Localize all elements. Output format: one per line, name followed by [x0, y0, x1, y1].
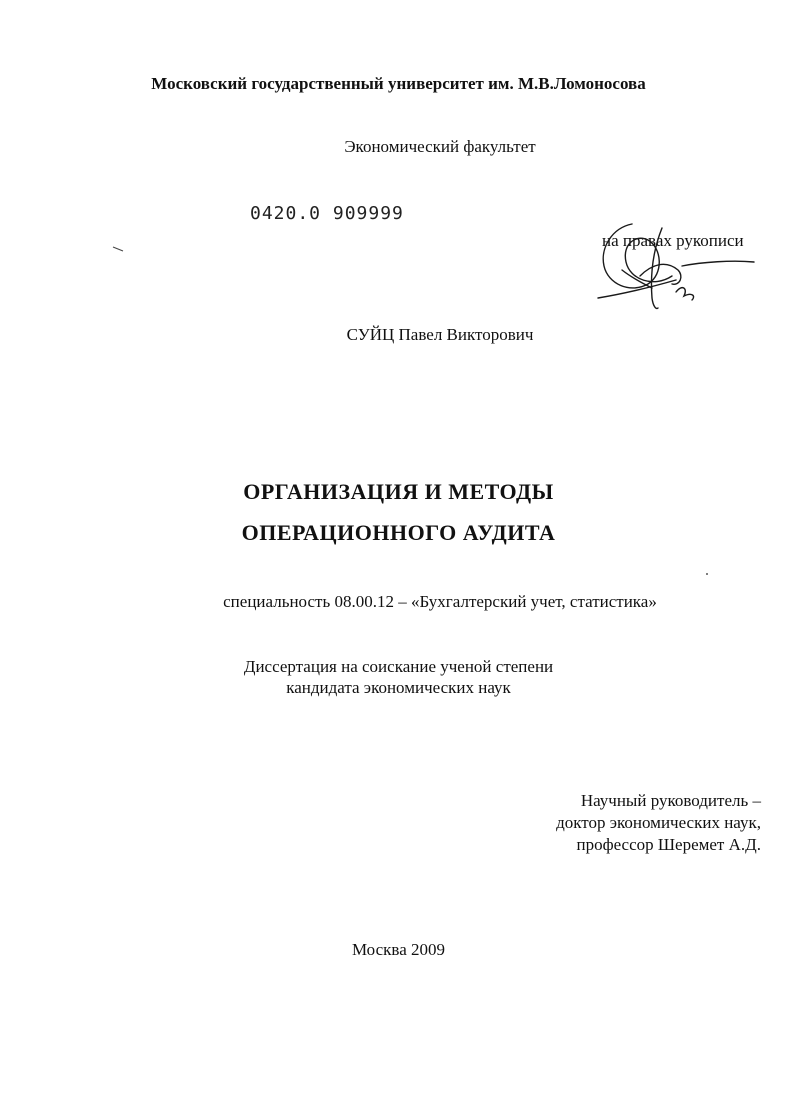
specialty-line: специальность 08.00.12 – «Бухгалтерский учет, статистика»: [223, 592, 657, 611]
scan-mark-icon: [112, 246, 124, 252]
title-line-2: ОПЕРАЦИОННОГО АУДИТА: [241, 520, 556, 545]
supervisor-line-1: Научный руководитель –: [580, 791, 761, 810]
dissertation-line-1: Диссертация на соискание ученой степени: [243, 657, 554, 676]
supervisor-line-2: доктор экономических наук,: [556, 813, 761, 832]
supervisor-block: [556, 790, 761, 856]
archive-stamp-number: 0420.0 909999: [250, 203, 404, 224]
author-name: СУЙЦ Павел Викторович: [346, 325, 534, 344]
university-name: Московский государственный университет им. М.В.Ломоносова: [151, 74, 646, 93]
city-year: Москва 2009: [351, 940, 446, 959]
manuscript-note: на правах рукописи: [602, 231, 744, 250]
supervisor-line-3: профессор Шеремет А.Д.: [576, 835, 761, 854]
scan-speck: [706, 573, 708, 575]
signature-icon: [592, 218, 772, 318]
title-line-1: ОРГАНИЗАЦИЯ И МЕТОДЫ: [243, 479, 554, 504]
dissertation-line-2: кандидата экономических наук: [286, 678, 511, 697]
faculty-name: Экономический факультет: [344, 137, 536, 156]
dissertation-block: [0, 656, 797, 698]
